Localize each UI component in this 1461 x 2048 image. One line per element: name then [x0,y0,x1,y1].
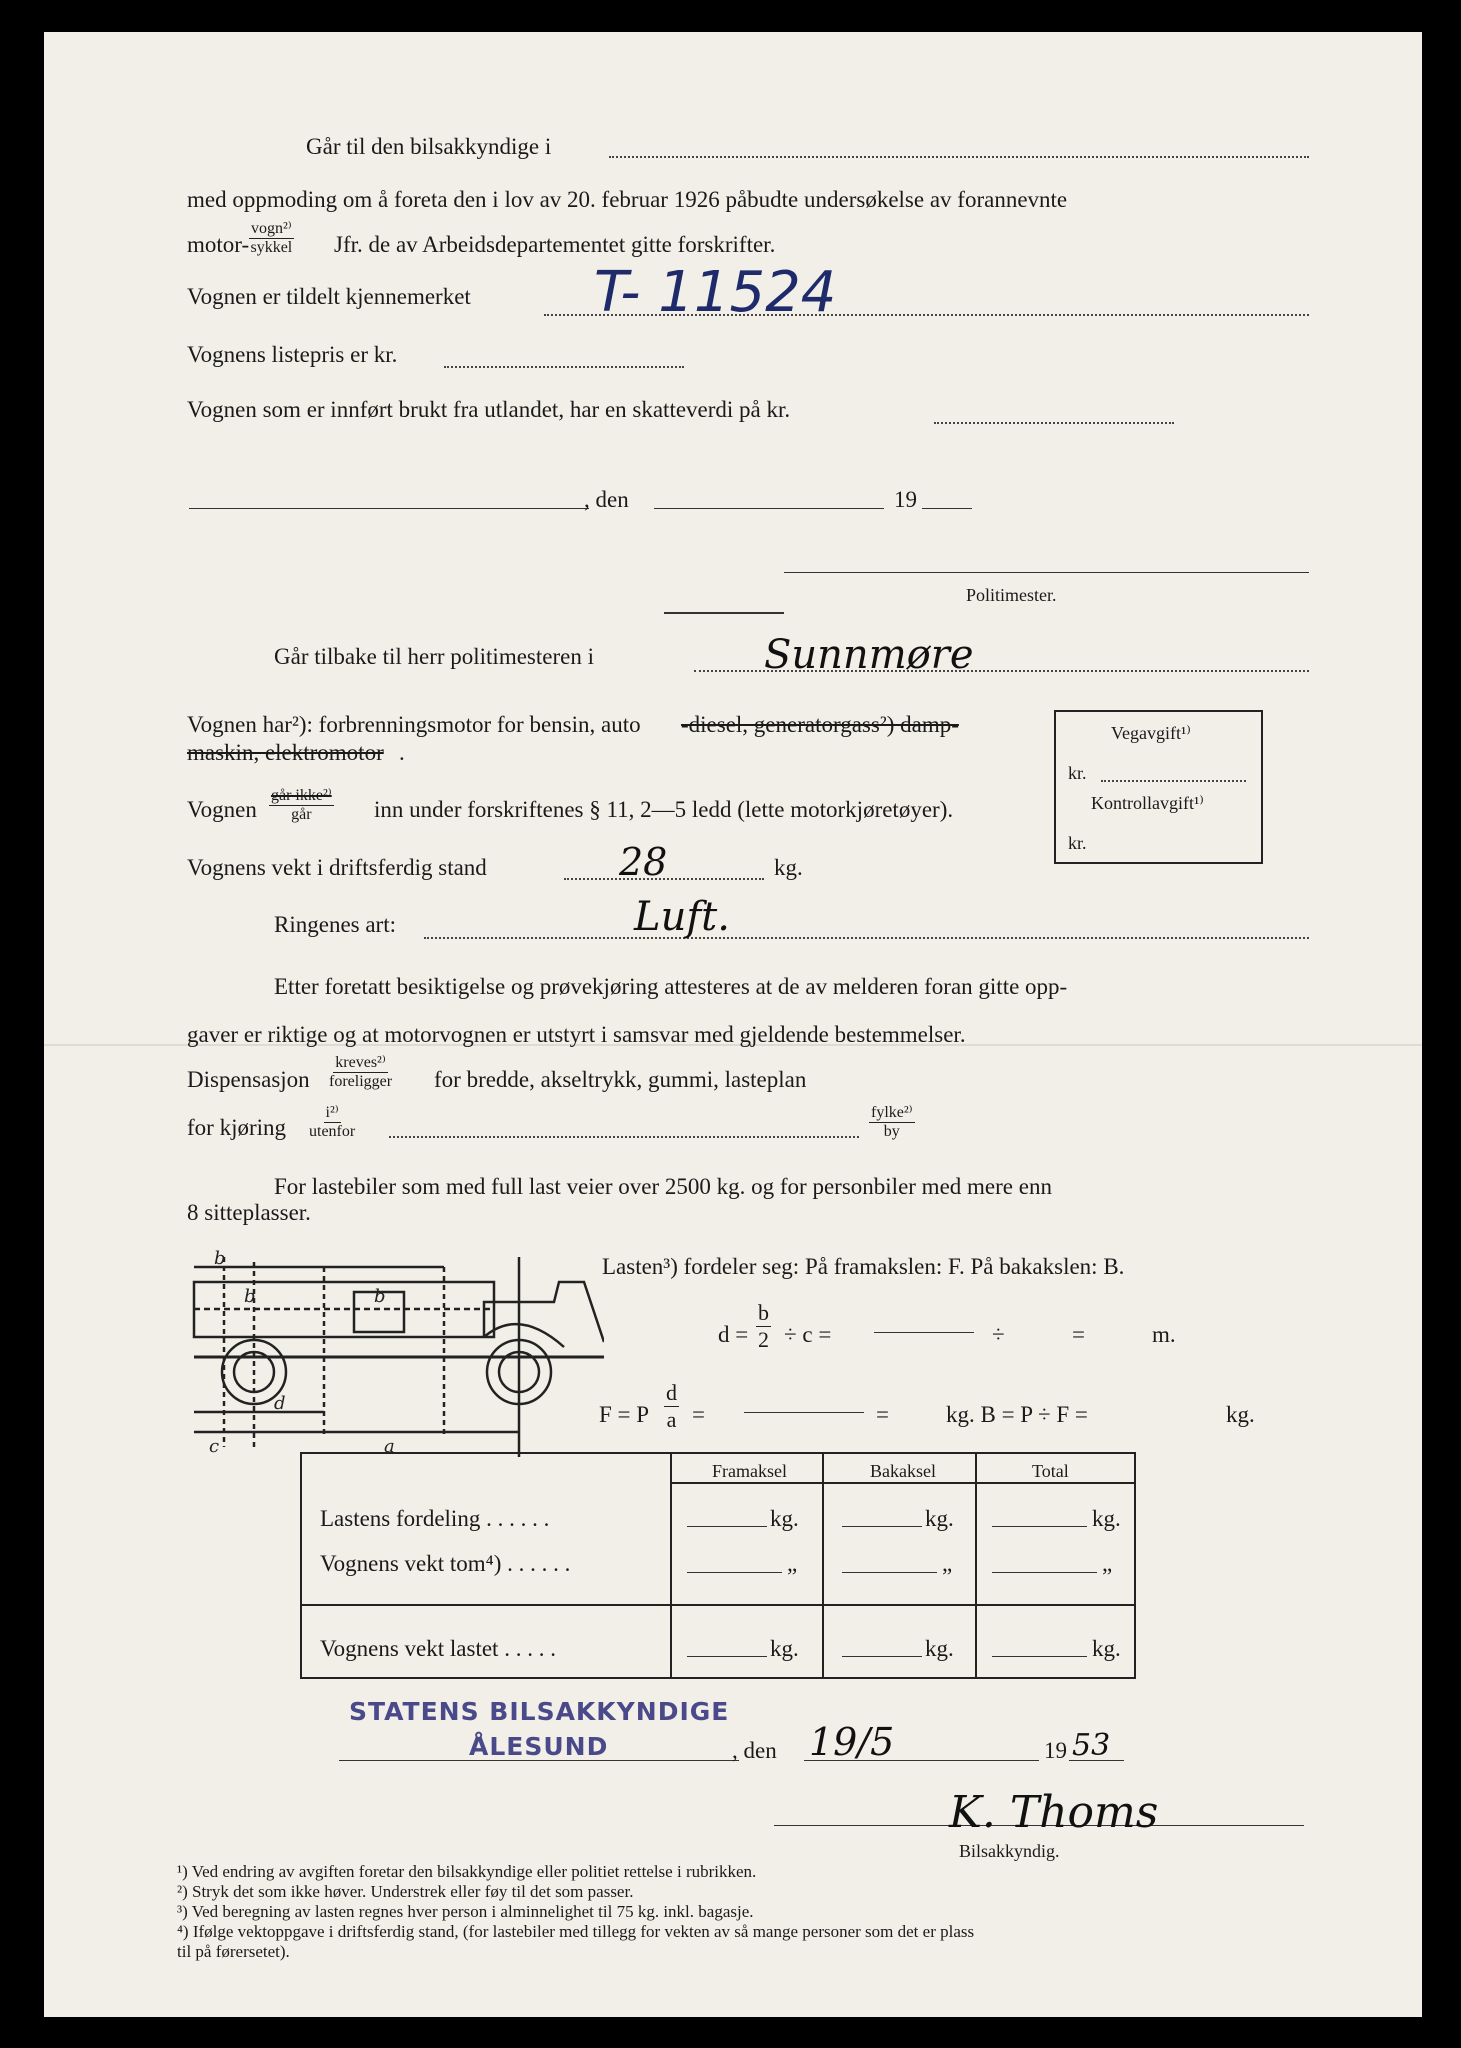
lastebiler-p1: For lastebiler som med full last veier over 2500 kg. og for personbiler med mere enn [274,1174,1052,1199]
b-num: b [758,1300,769,1325]
motor-line2-struck: maskin, elektromotor [187,740,384,765]
cell-r2c3[interactable] [992,1572,1097,1573]
kjennemerke-label: Vognen er tildelt kjennemerket [187,284,471,309]
sykkel: sykkel [250,239,293,256]
line1-label: Går til den bilsakkyndige i [306,134,552,159]
return-label: Går tilbake til herr politimesteren i [274,644,594,669]
fylke: fylke²⁾ [871,1104,913,1121]
col-framaksel: Framaksel [712,1461,787,1481]
stamp-line2: ÅLESUND [469,1732,609,1761]
dim-d: d [274,1393,286,1414]
b-over-2 [756,1300,771,1353]
cell-r3c3-unit: kg. [1092,1636,1121,1661]
f-field[interactable] [744,1412,864,1413]
a-den: a [666,1407,677,1432]
line3-rest: Jfr. de av Arbeidsdepartementet gitte forskrifter. [334,232,776,257]
sign-year: 53 [1072,1728,1111,1763]
cell-r3c1[interactable] [687,1656,767,1657]
forskrift-text: inn under forskriftenes § 11, 2—5 ledd (lette motorkjøretøyer). [374,797,954,822]
sign-date: 19/5 [809,1720,895,1764]
stamp-line1: STATENS BILSAKKYNDIGE [349,1697,730,1726]
vogn-sykkel-fraction [249,220,294,257]
cell-r1c1[interactable] [687,1526,767,1527]
vegavgift-label: Vegavgift¹⁾ [1111,723,1191,743]
skatteverdi-label: Vognen som er innført brukt fra utlandet, har en skatteverdi på kr. [187,397,791,422]
fee-box [1054,710,1263,864]
cell-r1c2[interactable] [842,1526,922,1527]
ringenes-field[interactable] [424,937,1309,939]
line2-text: med oppmoding om å foreta den i lov av 20. februar 1926 påbudte undersøkelse av forannevnte [187,187,1068,212]
i-utenfor-fraction [309,1104,355,1141]
year-prefix-1: 19 [894,487,917,512]
i-sup: i²⁾ [325,1104,339,1121]
footnote-1: ¹) Ved endring av avgiften foretar den bilsakkyndige eller politiet rettelse i rubrikken. [177,1862,757,1881]
cell-r2c2-unit: „ [942,1551,953,1576]
kreves-fraction [329,1054,392,1091]
ringenes-value: Luft. [634,894,730,940]
row-vognens-vekt-lastet: Vognens vekt lastet . . . . . [320,1636,556,1661]
cell-r1c2-unit: kg. [925,1506,954,1531]
divider-rule [664,612,784,614]
cell-r1c3[interactable] [992,1526,1087,1527]
motor-line1-struck: -diesel, generatorgass²) damp- [681,712,959,737]
d-eq: d = [718,1322,749,1347]
date-line-1[interactable] [654,508,884,509]
kjennemerke-value: T- 11524 [594,260,837,325]
place-line[interactable] [189,508,589,509]
gar-ikke: går ikke²⁾ [271,787,332,804]
foreligger: foreligger [329,1073,393,1090]
motor-prefix: motor- [187,232,250,257]
cell-r3c1-unit: kg. [770,1636,799,1661]
dim-a: a [384,1436,395,1457]
cell-r2c1-unit: „ [787,1551,798,1576]
by: by [883,1123,900,1140]
sign-year-prefix: 19 [1044,1738,1067,1763]
bilsakkyndig-label: Bilsakkyndig. [959,1841,1060,1861]
politimester-signature-line[interactable] [784,572,1309,573]
kjoring-field[interactable] [389,1136,859,1138]
row-vognens-vekt-tom: Vognens vekt tom⁴) . . . . . . [320,1551,571,1576]
lastebiler-p2: 8 sitteplasser. [187,1200,311,1225]
footnote-2: ²) Stryk det som ikke høver. Understrek eller føy til det som passer. [177,1882,634,1901]
vegavgift-field[interactable] [1101,780,1246,782]
f-eq: F = P [599,1402,650,1427]
cell-r3c3[interactable] [992,1656,1087,1657]
gar: går [291,806,312,823]
kontrollavgift-kr: kr. [1068,833,1087,853]
kg-b-text: kg. B = P ÷ F = [946,1402,1088,1427]
footnote-4: ⁴) Ifølge vektoppgave i driftsferdig stand, (for lastebiler med tillegg for vekten av så mange personer som det er plass [177,1922,975,1941]
sign-place-line[interactable] [339,1760,739,1761]
return-place-value: Sunnmøre [764,632,974,678]
col-bakaksel: Bakaksel [870,1461,936,1481]
cell-r3c2[interactable] [842,1656,922,1657]
form-page [44,32,1422,2017]
d-over-a [664,1380,679,1433]
motor-line2-end: . [399,740,405,765]
cell-r3c2-unit: kg. [925,1636,954,1661]
col-total: Total [1032,1461,1069,1481]
bilsakkyndig-signature: K. Thoms [949,1787,1159,1838]
d-num: d [666,1380,677,1405]
sign-den: , den [732,1738,777,1763]
vegavgift-kr: kr. [1068,763,1087,783]
cell-r2c1[interactable] [687,1572,782,1573]
vogn-sup: vogn²⁾ [251,220,292,237]
vekt-label: Vognens vekt i driftsferdig stand [187,855,487,880]
attest-p1a: Etter foretatt besiktigelse og prøvekjøring attesteres at de av melderen foran gitte opp- [274,974,1068,999]
kg-end: kg. [1226,1402,1255,1427]
ringenes-label: Ringenes art: [274,912,396,937]
kjoring-label: for kjøring [187,1115,287,1140]
cell-r1c3-unit: kg. [1092,1506,1121,1531]
dim-b: b [214,1248,226,1269]
d-eq2: = [1072,1322,1085,1347]
line1-field[interactable] [609,156,1309,158]
lasten-text: Lasten³) fordeler seg: På framakslen: F. På bakakslen: B. [602,1254,1125,1279]
vognen-label: Vognen [187,797,257,822]
listepris-label: Vognens listepris er kr. [187,342,398,367]
kreves: kreves²⁾ [335,1054,386,1071]
kontrollavgift-label: Kontrollavgift¹⁾ [1091,793,1204,813]
footnote-3: ³) Ved beregning av lasten regnes hver person i alminnelighet til 75 kg. inkl. bagasje. [177,1902,754,1921]
dim-b2-right: b [374,1286,386,1307]
two-den: 2 [758,1327,769,1352]
politimester-label: Politimester. [966,585,1057,605]
year-line-1[interactable] [922,508,972,509]
row-lastens-fordeling: Lastens fordeling . . . . . . [320,1506,550,1531]
cell-r2c2[interactable] [842,1572,937,1573]
dim-b2-left: b [244,1286,256,1307]
disp-rest: for bredde, akseltrykk, gummi, lasteplan [434,1067,807,1092]
listepris-field[interactable] [444,366,684,368]
gar-fraction [269,787,334,824]
skatteverdi-field[interactable] [934,422,1174,424]
d-unit: m. [1152,1322,1176,1347]
motor-line1-a: Vognen har²): forbrenningsmotor for bensin, auto [187,712,641,737]
attest-p1b: gaver er riktige og at motorvognen er utstyrt i samsvar med gjeldende bestemmelser. [187,1022,966,1047]
vekt-unit: kg. [774,855,803,880]
disp-prefix: Dispensasjon [187,1067,310,1092]
vekt-value: 28 [619,840,668,884]
d-rest: ÷ c = [784,1322,832,1347]
fylke-by-fraction [869,1104,915,1141]
cell-r1c1-unit: kg. [770,1506,799,1531]
cell-r2c3-unit: „ [1102,1551,1113,1576]
footnote-4-cont: til på førersetet). [177,1942,290,1961]
utenfor: utenfor [309,1123,356,1140]
den-1: , den [584,487,629,512]
dim-c: c [209,1436,220,1457]
weight-table [300,1452,1136,1679]
f-eq2: = [876,1402,889,1427]
d-field-1[interactable] [874,1332,974,1333]
d-div: ÷ [992,1322,1005,1347]
truck-diagram [184,1247,604,1472]
f-rest: = [692,1402,705,1427]
